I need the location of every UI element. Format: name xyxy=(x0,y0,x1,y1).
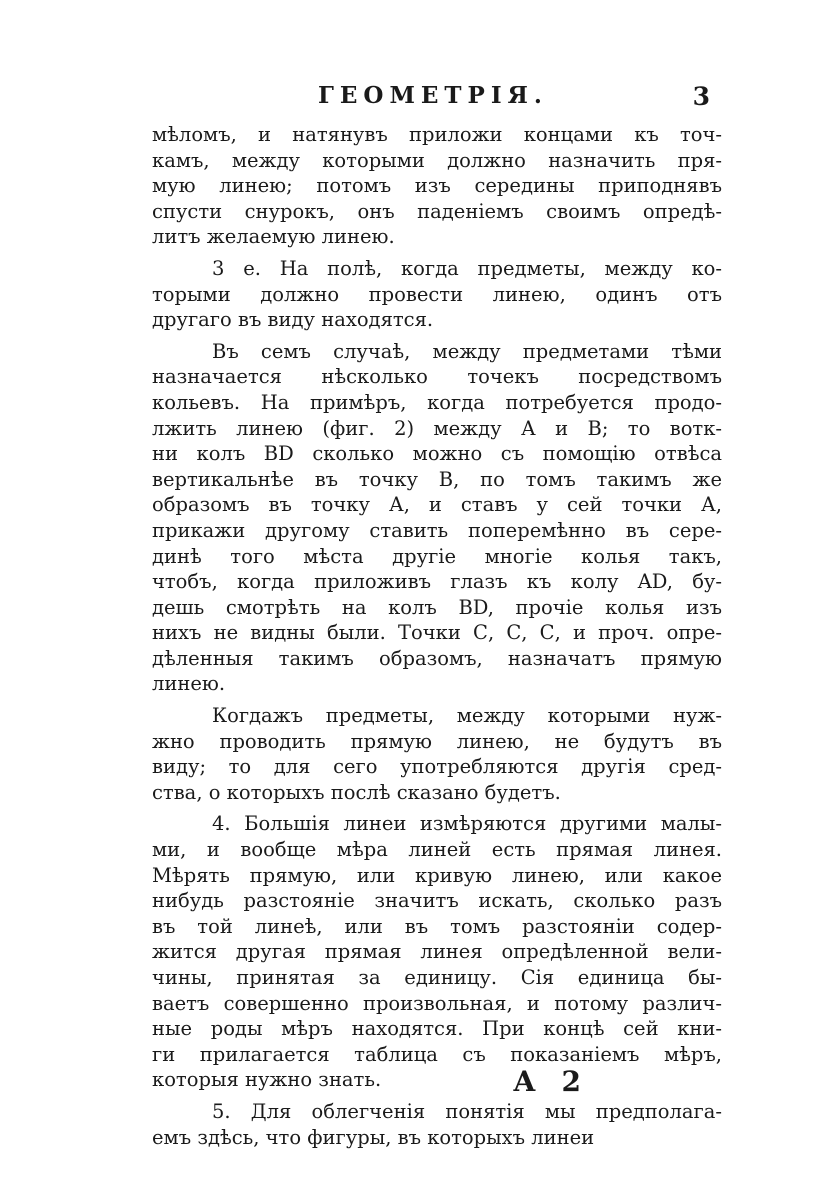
text-line: въ той линеѣ, или въ томъ разстояніи содер- xyxy=(152,914,722,938)
text-line: вертикальнѣе въ точку В, по томъ такимъ же xyxy=(152,467,722,491)
text-line: Въ семъ случаѣ, между предметами тѣми xyxy=(212,339,722,363)
text-line: 3 е. На полѣ, когда предметы, между ко- xyxy=(212,256,722,280)
text-line: жно проводить прямую линею, не будутъ въ xyxy=(152,729,722,753)
text-line: динѣ того мѣста другіе многіе колья такъ, xyxy=(152,544,722,568)
text-line: мую линею; потомъ изъ середины приподнявъ xyxy=(152,174,722,198)
text-line: ваетъ совершенно произвольная, и потому различ- xyxy=(152,991,722,1015)
text-line: дѣленныя такимъ образомъ, назначатъ прямую xyxy=(152,646,722,670)
running-title: ГЕОМЕТРІЯ. xyxy=(318,82,548,109)
text-line: ства, о которыхъ послѣ сказано будетъ. xyxy=(152,780,561,804)
text-line: 5. Для облегченія понятія мы предполага- xyxy=(212,1099,722,1123)
text-line: емъ здѣсь, что фигуры, въ которыхъ линеи xyxy=(152,1125,595,1149)
text-line: другаго въ виду находятся. xyxy=(152,308,434,332)
text-line: чтобъ, когда приложивъ глазъ къ колу AD, бу- xyxy=(152,570,722,594)
text-line: ни колъ BD сколько можно съ помощію отвѣса xyxy=(152,442,722,466)
text-line: чины, принятая за единицу. Сія единица бы- xyxy=(152,966,722,989)
text-line: 4. Большія линеи измѣряются другими малы- xyxy=(212,812,722,836)
paragraph xyxy=(152,256,722,333)
text-line: Когдажъ предметы, между которыми нуж- xyxy=(212,704,722,728)
text-line: назначается нѣсколько точекъ посредствомъ xyxy=(152,365,722,389)
text-line: образомъ въ точку А, и ставъ у сей точки А, xyxy=(152,493,722,517)
text-line: дешь смотрѣть на колъ BD, прочіе колья изъ xyxy=(152,595,722,619)
text-line: спусти снурокъ, онъ паденіемъ своимъ опредѣ- xyxy=(152,199,722,223)
text-line: прикажи другому ставить поперемѣнно въ сере- xyxy=(152,518,722,542)
text-line: виду; то для сего употребляются другія сред- xyxy=(152,755,722,779)
signature-mark: А 2 xyxy=(513,1065,590,1098)
text-line: ми, и вообще мѣра линей есть прямая линея. xyxy=(152,838,722,862)
running-head xyxy=(150,82,710,118)
text-line: нихъ не видны были. Точки С, С, С, и проч. опре- xyxy=(152,621,722,645)
text-line: кольевъ. На примѣръ, когда потребуется продо- xyxy=(152,390,722,414)
text-line: ги прилагается таблица съ показаніемъ мѣръ, xyxy=(152,1042,722,1066)
body-text xyxy=(152,122,722,1150)
text-line: лжить линею (фиг. 2) между А и В; то вотк- xyxy=(152,416,722,440)
text-line: камъ, между которыми должно назначить пря- xyxy=(152,148,722,172)
text-line: нибудь разстояніе значитъ искать, сколько разъ xyxy=(152,889,722,913)
paragraph xyxy=(152,1099,722,1150)
paragraph xyxy=(152,122,722,250)
text-line: мѣломъ, и натянувъ приложи концами къ точ- xyxy=(152,123,722,146)
text-line: торыми должно провести линею, одинъ отъ xyxy=(152,282,722,306)
text-line: ные роды мѣръ находятся. При концѣ сей кни- xyxy=(152,1017,722,1041)
paragraph xyxy=(152,811,722,1093)
page-number: 3 xyxy=(692,82,710,111)
text-line: линею. xyxy=(152,672,226,696)
text-line: жится другая прямая линея опредѣленной вели- xyxy=(152,940,722,964)
text-line: литъ желаемую линею. xyxy=(152,225,395,249)
paragraph xyxy=(152,339,722,697)
paragraph xyxy=(152,703,722,805)
text-line: Мѣрять прямую, или кривую линею, или какое xyxy=(152,863,722,887)
text-line: которыя нужно знать. xyxy=(152,1068,382,1092)
